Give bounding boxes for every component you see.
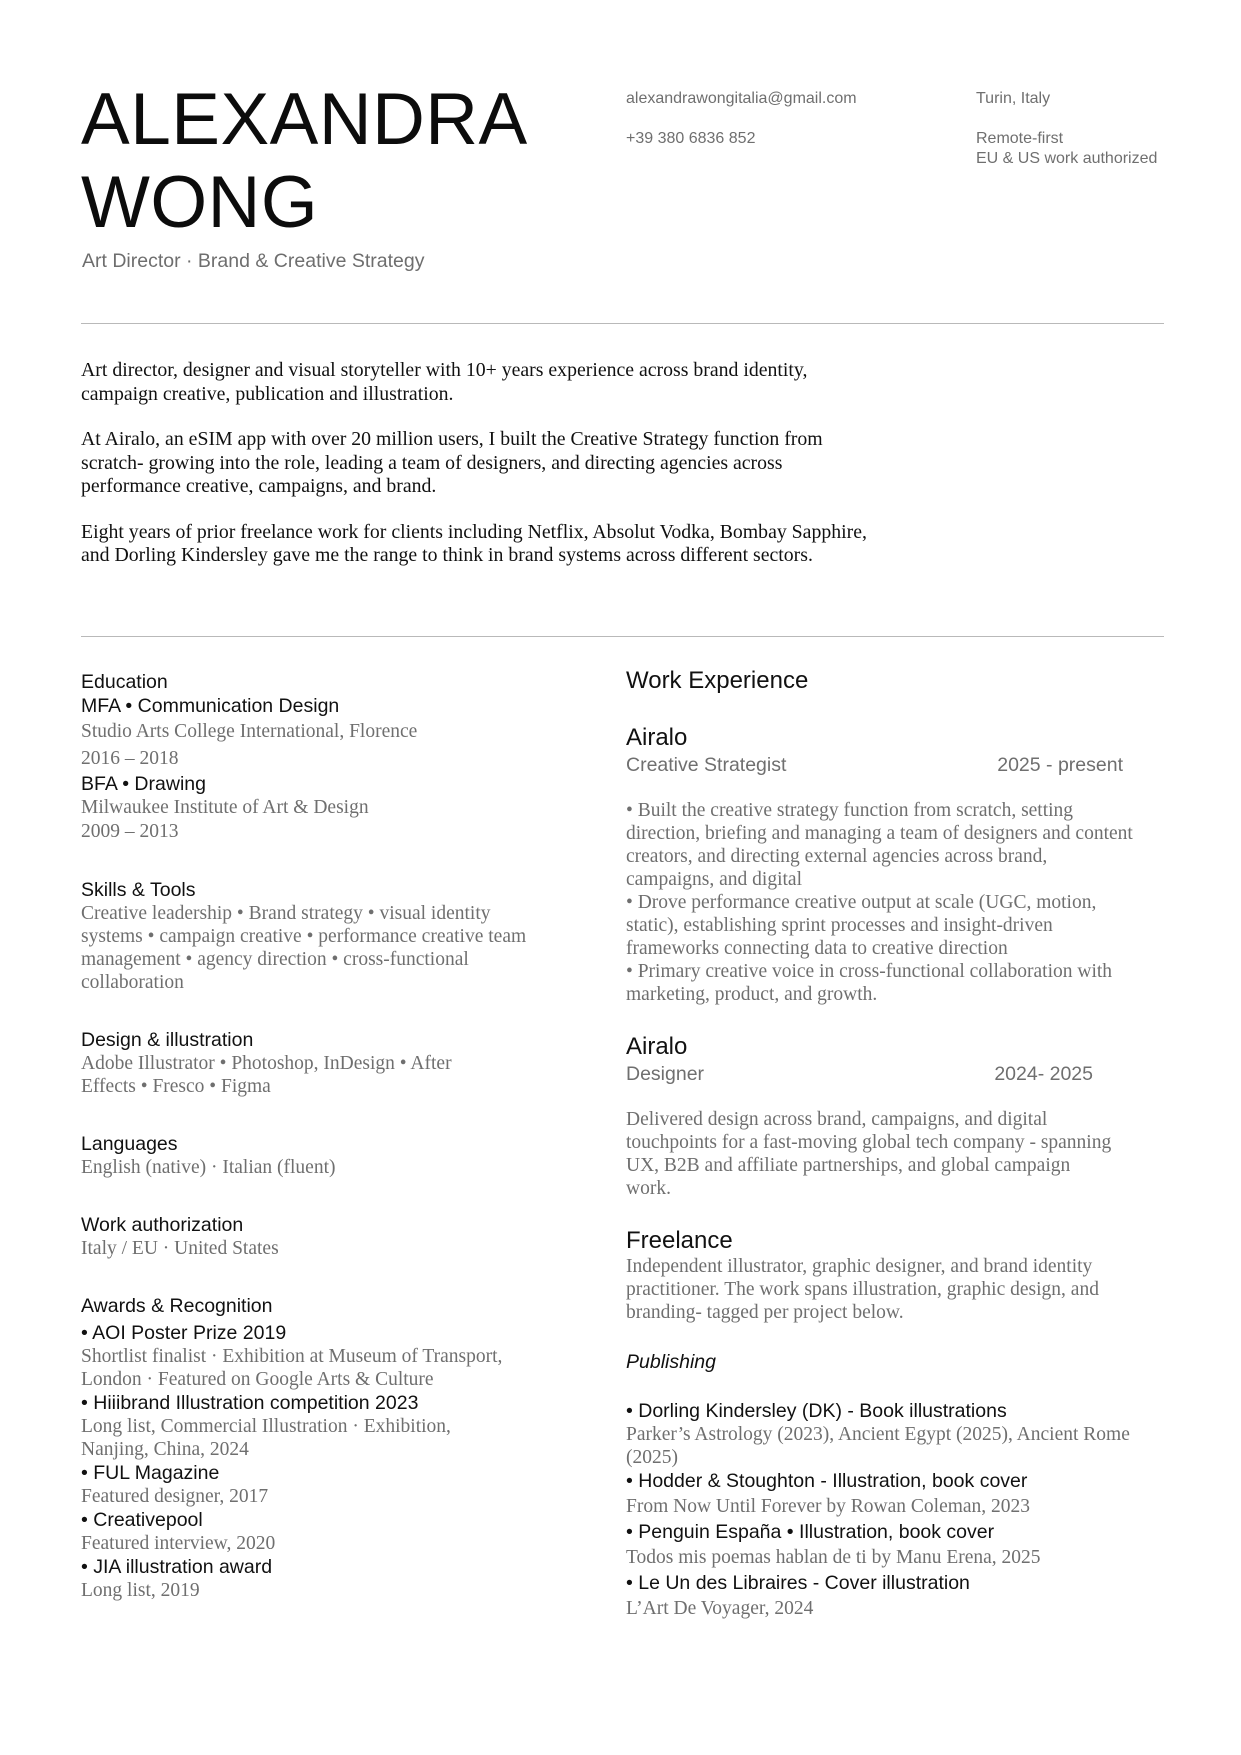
project-detail: Parker’s Astrology (2023), Ancient Egypt (2025), Ancient Rome (2025) bbox=[626, 1424, 1130, 1468]
years: 2016 – 2018 bbox=[81, 748, 179, 769]
section-heading: Languages bbox=[81, 1133, 178, 1155]
project-detail: L’Art De Voyager, 2024 bbox=[626, 1598, 814, 1619]
company-name: Airalo bbox=[626, 724, 688, 751]
email-link[interactable]: alexandrawongitalia@gmail.com bbox=[626, 90, 857, 107]
work-authorization-text: Italy / EU · United States bbox=[81, 1238, 279, 1259]
role-title: Creative Strategist bbox=[626, 754, 787, 776]
award-detail: Shortlist finalist · Exhibition at Museum of Transport, London · Featured on Google Arts & Culture bbox=[81, 1346, 503, 1390]
award-detail: Long list, Commercial Illustration · Exhibition, Nanjing, China, 2024 bbox=[81, 1416, 451, 1460]
role-title: Designer bbox=[626, 1063, 705, 1085]
design-section bbox=[81, 1028, 581, 1098]
right-column bbox=[626, 666, 1146, 1622]
job-entry bbox=[626, 724, 1146, 1006]
award-title: • AOI Poster Prize 2019 bbox=[81, 1322, 287, 1344]
award-detail: Featured interview, 2020 bbox=[81, 1533, 276, 1554]
degree: MFA • Communication Design bbox=[81, 695, 340, 717]
project-title: • Dorling Kindersley (DK) - Book illustrations bbox=[626, 1400, 1007, 1422]
school: Milwaukee Institute of Art & Design bbox=[81, 797, 369, 818]
awards-section bbox=[81, 1294, 581, 1602]
freelance-description: Independent illustrator, graphic designer, and brand identity practitioner. The work spans illustration, graphic design, and branding- tagged per project below. bbox=[626, 1256, 1099, 1323]
summary-paragraph: Art director, designer and visual storyteller with 10+ years experience across brand identity, campaign creative, publication and illustration. bbox=[81, 359, 808, 405]
job-description: Delivered design across brand, campaigns, and digital touchpoints for a fast-moving global tech company - spanning UX, B2B and affiliate partnerships, and global campaign work. bbox=[626, 1109, 1112, 1199]
summary-paragraph: Eight years of prior freelance work for clients including Netflix, Absolut Vodka, Bombay Sapphire, and Dorling Kindersley gave me the range to think in brand systems across different sectors. bbox=[81, 520, 867, 566]
job-bullet: • Built the creative strategy function from scratch, setting direction, briefing and managing a team of designers and content creators, and directing external agencies across brand, campaigns, and digital bbox=[626, 800, 1133, 890]
company-name: Freelance bbox=[626, 1227, 733, 1254]
name-last: WONG bbox=[81, 162, 319, 243]
section-heading: Work authorization bbox=[81, 1214, 244, 1236]
design-tools-text: Adobe Illustrator • Photoshop, InDesign • After Effects • Fresco • Figma bbox=[81, 1053, 452, 1097]
project-category: Publishing bbox=[626, 1351, 716, 1373]
section-heading: Awards & Recognition bbox=[81, 1295, 273, 1317]
role-row bbox=[626, 752, 1141, 778]
skills-text: Creative leadership • Brand strategy • visual identity systems • campaign creative • performance creative team management • agency direction • cross-functional collaboration bbox=[81, 903, 527, 993]
award-detail: Featured designer, 2017 bbox=[81, 1486, 269, 1507]
award-title: • FUL Magazine bbox=[81, 1462, 220, 1484]
project-title: • Le Un des Libraires - Cover illustration bbox=[626, 1572, 970, 1594]
left-column bbox=[81, 670, 581, 1623]
languages-text: English (native) · Italian (fluent) bbox=[81, 1157, 336, 1178]
role-row bbox=[626, 1061, 1141, 1087]
award-title: • Creativepool bbox=[81, 1509, 203, 1531]
work-authorization-section bbox=[81, 1213, 581, 1260]
job-bullet: • Primary creative voice in cross-functional collaboration with marketing, product, and growth. bbox=[626, 961, 1113, 1005]
summary bbox=[81, 359, 881, 590]
job-title: Art Director · Brand & Creative Strategy bbox=[82, 250, 425, 272]
skills-section bbox=[81, 878, 581, 994]
location: Turin, Italy bbox=[976, 90, 1051, 107]
education-section bbox=[81, 670, 581, 844]
section-heading: Design & illustration bbox=[81, 1029, 254, 1051]
project-detail: From Now Until Forever by Rowan Coleman, 2023 bbox=[626, 1496, 1031, 1517]
job-bullet: • Drove performance creative output at scale (UGC, motion, static), establishing sprint processes and insight-driven frameworks connecting data to creative direction bbox=[626, 892, 1097, 959]
role-dates: 2024- 2025 bbox=[994, 1063, 1093, 1085]
section-heading: Education bbox=[81, 671, 168, 693]
role-dates: 2025 - present bbox=[997, 754, 1123, 776]
project-detail: Todos mis poemas hablan de ti by Manu Erena, 2025 bbox=[626, 1547, 1041, 1568]
contact-block bbox=[626, 89, 857, 149]
years: 2009 – 2013 bbox=[81, 821, 179, 842]
project-title: • Hodder & Stoughton - Illustration, book cover bbox=[626, 1470, 1028, 1492]
project-title: • Penguin España • Illustration, book cover bbox=[626, 1521, 995, 1543]
section-heading: Work Experience bbox=[626, 667, 809, 694]
job-entry bbox=[626, 1033, 1146, 1200]
degree: BFA • Drawing bbox=[81, 773, 206, 795]
section-heading: Skills & Tools bbox=[81, 879, 196, 901]
award-detail: Long list, 2019 bbox=[81, 1580, 200, 1601]
remote-status: Remote-first bbox=[976, 130, 1064, 147]
work-authorization-status: EU & US work authorized bbox=[976, 150, 1158, 167]
languages-section bbox=[81, 1132, 581, 1179]
award-title: • JIA illustration award bbox=[81, 1556, 273, 1578]
company-name: Airalo bbox=[626, 1033, 688, 1060]
school: Studio Arts College International, Florence bbox=[81, 721, 418, 742]
divider-top bbox=[81, 323, 1164, 324]
summary-paragraph: At Airalo, an eSIM app with over 20 million users, I built the Creative Strategy function from scratch- growing into the role, leading a team of designers, and directing agencies across performance creative, campaigns, and brand. bbox=[81, 428, 823, 497]
name-first: ALEXANDRA bbox=[81, 79, 528, 160]
candidate-name bbox=[81, 78, 528, 244]
freelance-entry bbox=[626, 1227, 1146, 1622]
award-title: • Hiiibrand Illustration competition 2023 bbox=[81, 1392, 419, 1414]
divider-middle bbox=[81, 636, 1164, 637]
location-block bbox=[976, 89, 1157, 169]
phone-number[interactable]: +39 380 6836 852 bbox=[626, 130, 756, 147]
